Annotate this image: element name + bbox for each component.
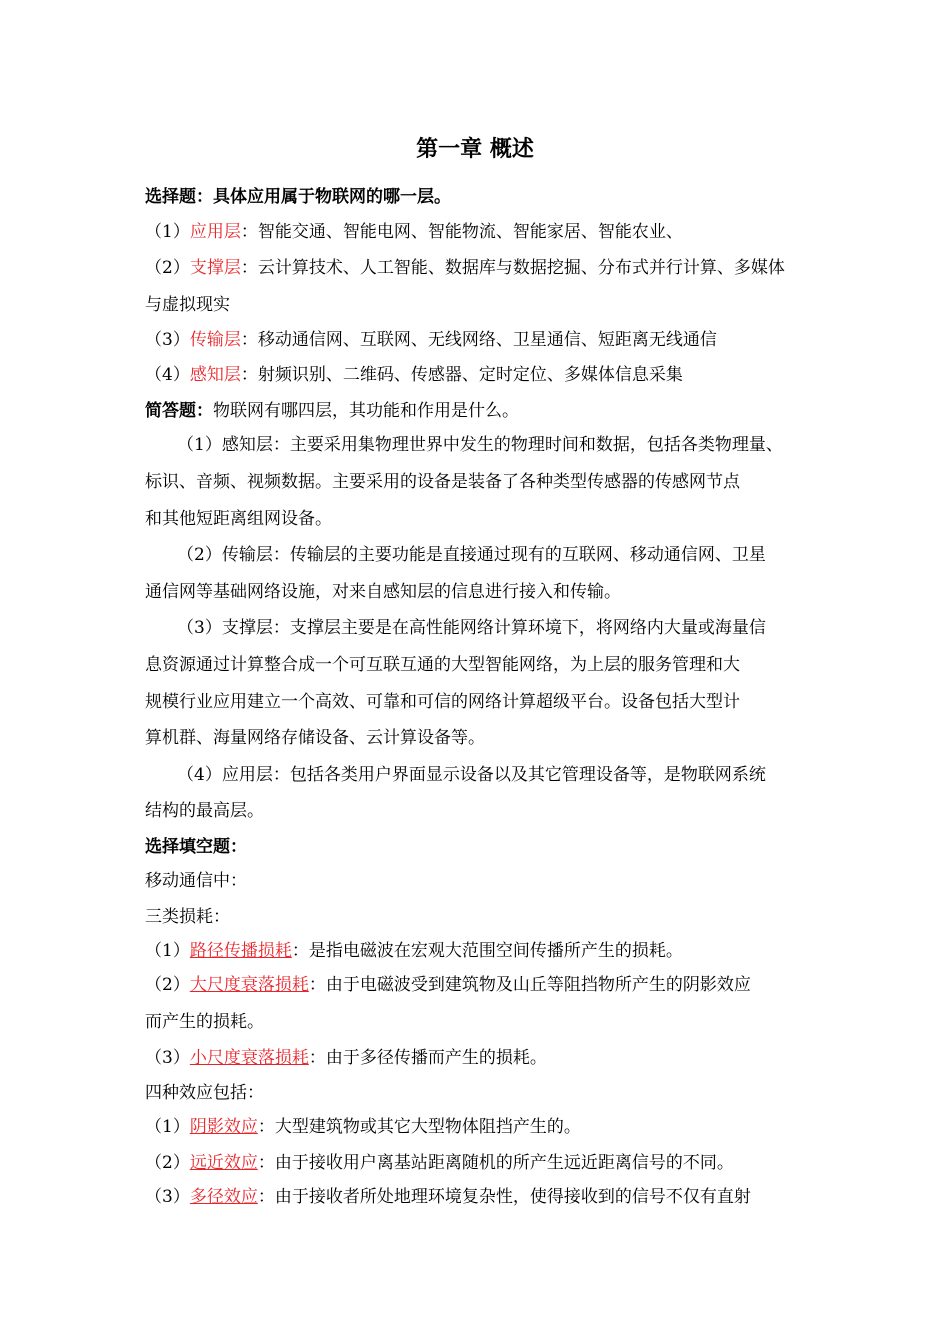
item-number: （3）	[145, 1187, 190, 1207]
item-number: （2）	[145, 1153, 190, 1173]
heading-label: 简答题：	[145, 401, 213, 421]
text-line: 四种效应包括：	[145, 1083, 264, 1103]
paragraph-line: 息资源通过计算整合成一个可互联互通的大型智能网络，为上层的服务管理和大	[145, 655, 740, 675]
loss-term: 大尺度衰落损耗	[189, 975, 309, 995]
section-heading-choice: 选择题：具体应用属于物联网的哪一层。	[145, 187, 451, 207]
paragraph-line: 和其他短距离组网设备。	[145, 509, 332, 529]
paragraph-line: 规模行业应用建立一个高效、可靠和可信的网络计算超级平台。设备包括大型计	[145, 692, 740, 712]
paragraph-line: 结构的最高层。	[145, 801, 264, 821]
layer-item-application	[145, 220, 815, 244]
effect-item	[145, 1151, 815, 1175]
paragraph-line: 算机群、海量网络存储设备、云计算设备等。	[145, 728, 485, 748]
layer-item-support-cont: 与虚拟现实	[145, 295, 230, 315]
loss-item-cont: 而产生的损耗。	[145, 1012, 264, 1032]
item-number: （4）	[145, 365, 190, 385]
effect-term: 阴影效应	[189, 1117, 258, 1137]
item-text: ：智能交通、智能电网、智能物流、智能家居、智能农业、	[240, 222, 683, 242]
paragraph-line: 通信网等基础网络设施，对来自感知层的信息进行接入和传输。	[145, 582, 621, 602]
layer-item-support	[145, 256, 815, 280]
item-text: ：大型建筑物或其它大型物体阻挡产生的。	[257, 1117, 581, 1137]
paragraph-line: （3）支撑层：支撑层主要是在高性能网络计算环境下，将网络内大量或海量信	[177, 618, 766, 638]
text-line: 三类损耗：	[145, 907, 230, 927]
text-line: 移动通信中：	[145, 871, 247, 891]
item-number: （2）	[145, 258, 190, 278]
section-heading-short-answer	[145, 399, 815, 423]
loss-term: 路径传播损耗	[189, 941, 292, 961]
item-number: （1）	[145, 1117, 190, 1137]
item-text: ：由于接收者所处地理环境复杂性，使得接收到的信号不仅有直射	[257, 1187, 751, 1207]
loss-item	[145, 973, 815, 997]
item-text: ：是指电磁波在宏观大范围空间传播所产生的损耗。	[291, 941, 683, 961]
layer-term: 支撑层	[189, 258, 241, 278]
item-text: ：由于电磁波受到建筑物及山丘等阻挡物所产生的阴影效应	[308, 975, 751, 995]
layer-term: 应用层	[189, 222, 241, 242]
item-text: ：移动通信网、互联网、无线网络、卫星通信、短距离无线通信	[240, 330, 717, 350]
paragraph-line: 标识、音频、视频数据。主要采用的设备是装备了各种类型传感器的传感网节点	[145, 472, 740, 492]
item-text: ：云计算技术、人工智能、数据库与数据挖掘、分布式并行计算、多媒体	[240, 258, 785, 278]
item-text: ：由于接收用户离基站距离随机的所产生远近距离信号的不同。	[257, 1153, 734, 1173]
effect-term: 多径效应	[189, 1187, 258, 1207]
paragraph-line: （2）传输层：传输层的主要功能是直接通过现有的互联网、移动通信网、卫星	[177, 545, 766, 565]
loss-term: 小尺度衰落损耗	[189, 1048, 309, 1068]
chapter-title: 第一章 概述	[416, 137, 534, 162]
layer-item-perception	[145, 363, 815, 387]
item-text: ：由于多径传播而产生的损耗。	[308, 1048, 547, 1068]
loss-item	[145, 1046, 815, 1070]
effect-term: 远近效应	[189, 1153, 258, 1173]
layer-term: 传输层	[189, 330, 241, 350]
paragraph-line: （4）应用层：包括各类用户界面显示设备以及其它管理设备等，是物联网系统	[177, 765, 766, 785]
paragraph-line: （1）感知层：主要采用集物理世界中发生的物理时间和数据，包括各类物理量、	[177, 435, 783, 455]
item-number: （1）	[145, 941, 190, 961]
item-number: （1）	[145, 222, 190, 242]
item-text: ：射频识别、二维码、传感器、定时定位、多媒体信息采集	[240, 365, 683, 385]
layer-term: 感知层	[189, 365, 241, 385]
heading-question: 物联网有哪四层，其功能和作用是什么。	[213, 401, 519, 421]
effect-item	[145, 1115, 815, 1139]
loss-item	[145, 939, 815, 963]
section-heading-fill: 选择填空题：	[145, 837, 247, 857]
item-number: （3）	[145, 1048, 190, 1068]
effect-item	[145, 1185, 815, 1209]
item-number: （3）	[145, 330, 190, 350]
layer-item-transport	[145, 328, 815, 352]
item-number: （2）	[145, 975, 190, 995]
